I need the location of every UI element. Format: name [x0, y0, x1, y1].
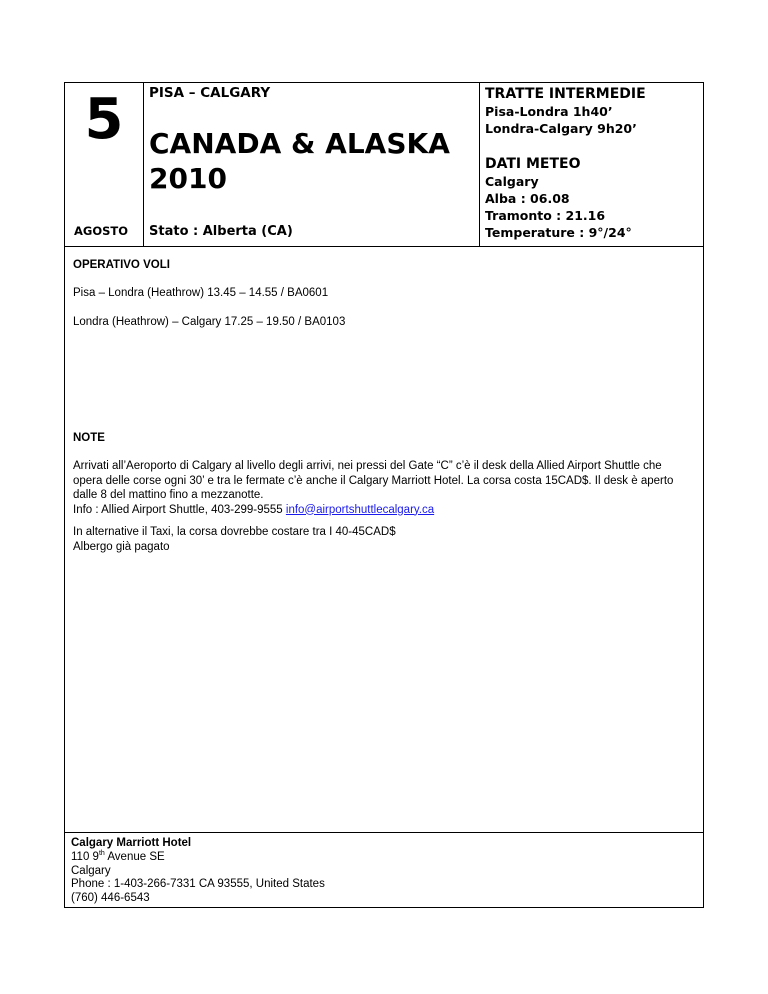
hotel-address: 110 9th Avenue SE	[71, 849, 165, 863]
shuttle-info: Info : Allied Airport Shuttle, 403-299-9555	[73, 503, 286, 516]
taxi-note: In alternative il Taxi, la corsa dovrebbe costare tra I 40-45CAD$	[73, 526, 396, 538]
notes-extra	[73, 525, 693, 554]
day-cell	[65, 83, 144, 246]
sunset: Tramonto : 21.16	[485, 208, 606, 223]
hotel-paid-note: Albergo già pagato	[73, 540, 170, 553]
shuttle-email-link[interactable]: info@airportshuttlecalgary.ca	[285, 503, 435, 516]
route-title: PISA – CALGARY	[149, 85, 271, 101]
leg-item: Pisa-Londra 1h40’	[485, 104, 613, 119]
hotel-phone: Phone : 1-403-266-7331 CA 93555, United States	[71, 878, 325, 891]
title-cell	[144, 83, 480, 246]
trip-title	[149, 126, 469, 196]
state-label: Stato : Alberta (CA)	[149, 224, 293, 239]
hotel-name: Calgary Marriott Hotel	[71, 837, 192, 849]
hotel-box	[65, 832, 703, 908]
notes-paragraph	[73, 459, 693, 517]
weather-heading: DATI METEO	[485, 156, 581, 172]
day-number: 5	[84, 87, 124, 152]
leg-item: Londra-Calgary 9h20’	[485, 121, 637, 136]
info-cell	[480, 83, 703, 246]
trip-title-line2: 2010	[149, 162, 227, 195]
day-header	[65, 83, 703, 247]
temperature: Temperature : 9°/24°	[485, 225, 632, 240]
notes-text: Arrivati all’Aeroporto di Calgary al livello degli arrivi, nei pressi del Gate “C” c’è il desk della Allied Airport Shuttle che opera delle corse ogni 30’ e tra le fermate c’è anche il Calgary Marriott Hotel. La corsa costa 15CAD$. Il desk è aperto dalle 8 del mattino fino a mezzanotte.	[73, 460, 674, 501]
hotel-info	[71, 837, 325, 906]
notes-heading: NOTE	[73, 432, 105, 444]
hotel-phone-alt: (760) 446-6543	[71, 892, 150, 905]
hotel-city: Calgary	[71, 864, 111, 877]
trip-title-line1: CANADA & ALASKA	[149, 127, 450, 160]
info-block	[485, 85, 646, 241]
flight-item: Londra (Heathrow) – Calgary 17.25 – 19.50 / BA0103	[73, 316, 346, 328]
sunrise: Alba : 06.08	[485, 191, 570, 206]
itinerary-page	[64, 82, 704, 908]
flight-item: Pisa – Londra (Heathrow) 13.45 – 14.55 / BA0601	[73, 287, 329, 299]
weather-city: Calgary	[485, 174, 539, 189]
day-month: AGOSTO	[74, 224, 129, 238]
flights-heading: OPERATIVO VOLI	[73, 259, 170, 271]
legs-heading: TRATTE INTERMEDIE	[485, 86, 646, 102]
